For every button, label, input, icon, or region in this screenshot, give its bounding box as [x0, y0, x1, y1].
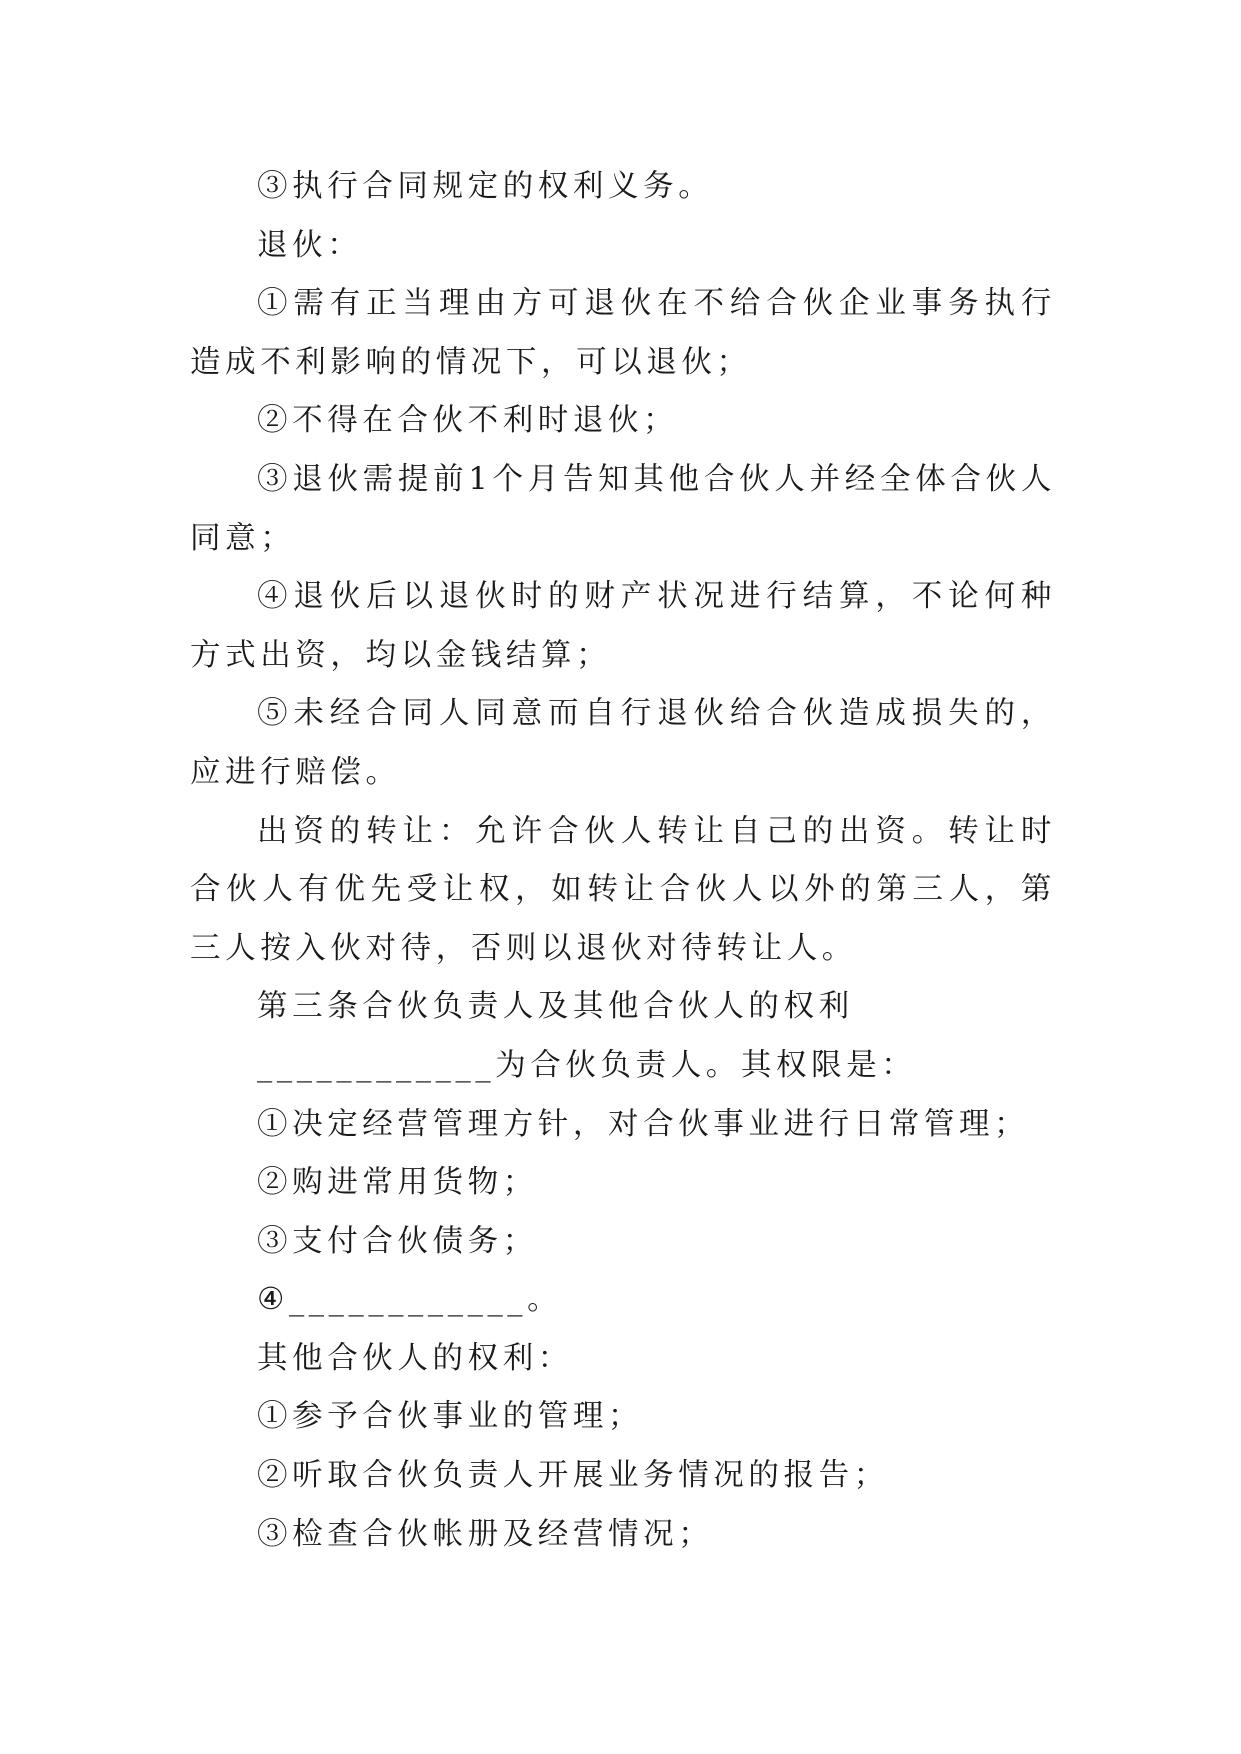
paragraph-authority-2: ②购进常用货物；: [257, 1165, 538, 1201]
paragraph-authority-4: ④____________。: [257, 1282, 563, 1318]
paragraph-partner-in-charge: ____________为合伙负责人。其权限是：: [257, 1047, 917, 1083]
paragraph-withdrawal-5: ⑤未经合同人同意而自行退伙给合伙造成损失的，应进行赔偿。: [190, 696, 1056, 790]
paragraph-withdrawal-2: ②不得在合伙不利时退伙；: [257, 403, 679, 439]
heading-withdrawal: 退伙：: [257, 227, 363, 263]
document-body: [190, 158, 1056, 1564]
heading-other-partners-rights: 其他合伙人的权利：: [257, 1340, 573, 1376]
paragraph-other-rights-1: ①参予合伙事业的管理；: [257, 1399, 644, 1435]
paragraph-other-rights-3: ③检查合伙帐册及经营情况；: [257, 1516, 714, 1552]
paragraph-withdrawal-4: ④退伙后以退伙时的财产状况进行结算，不论何种方式出资，均以金钱结算；: [190, 579, 1056, 673]
paragraph-authority-1: ①决定经营管理方针，对合伙事业进行日常管理；: [257, 1106, 1030, 1142]
paragraph-other-rights-2: ②听取合伙负责人开展业务情况的报告；: [257, 1458, 889, 1494]
paragraph-rights-obligations: ③执行合同规定的权利义务。: [257, 169, 714, 204]
paragraph-capital-transfer: 出资的转让：允许合伙人转让自己的出资。转让时合伙人有优先受让权，如转让合伙人以外的第三人，第三人按入伙对待，否则以退伙对待转让人。: [190, 813, 1056, 966]
paragraph-withdrawal-3: ③退伙需提前1个月告知其他合伙人并经全体合伙人同意；: [190, 461, 1056, 556]
heading-article-3: 第三条合伙负责人及其他合伙人的权利: [257, 989, 854, 1025]
paragraph-authority-3: ③支付合伙债务；: [257, 1223, 538, 1259]
paragraph-withdrawal-1: ①需有正当理由方可退伙在不给合伙企业事务执行造成不利影响的情况下，可以退伙；: [190, 286, 1056, 380]
